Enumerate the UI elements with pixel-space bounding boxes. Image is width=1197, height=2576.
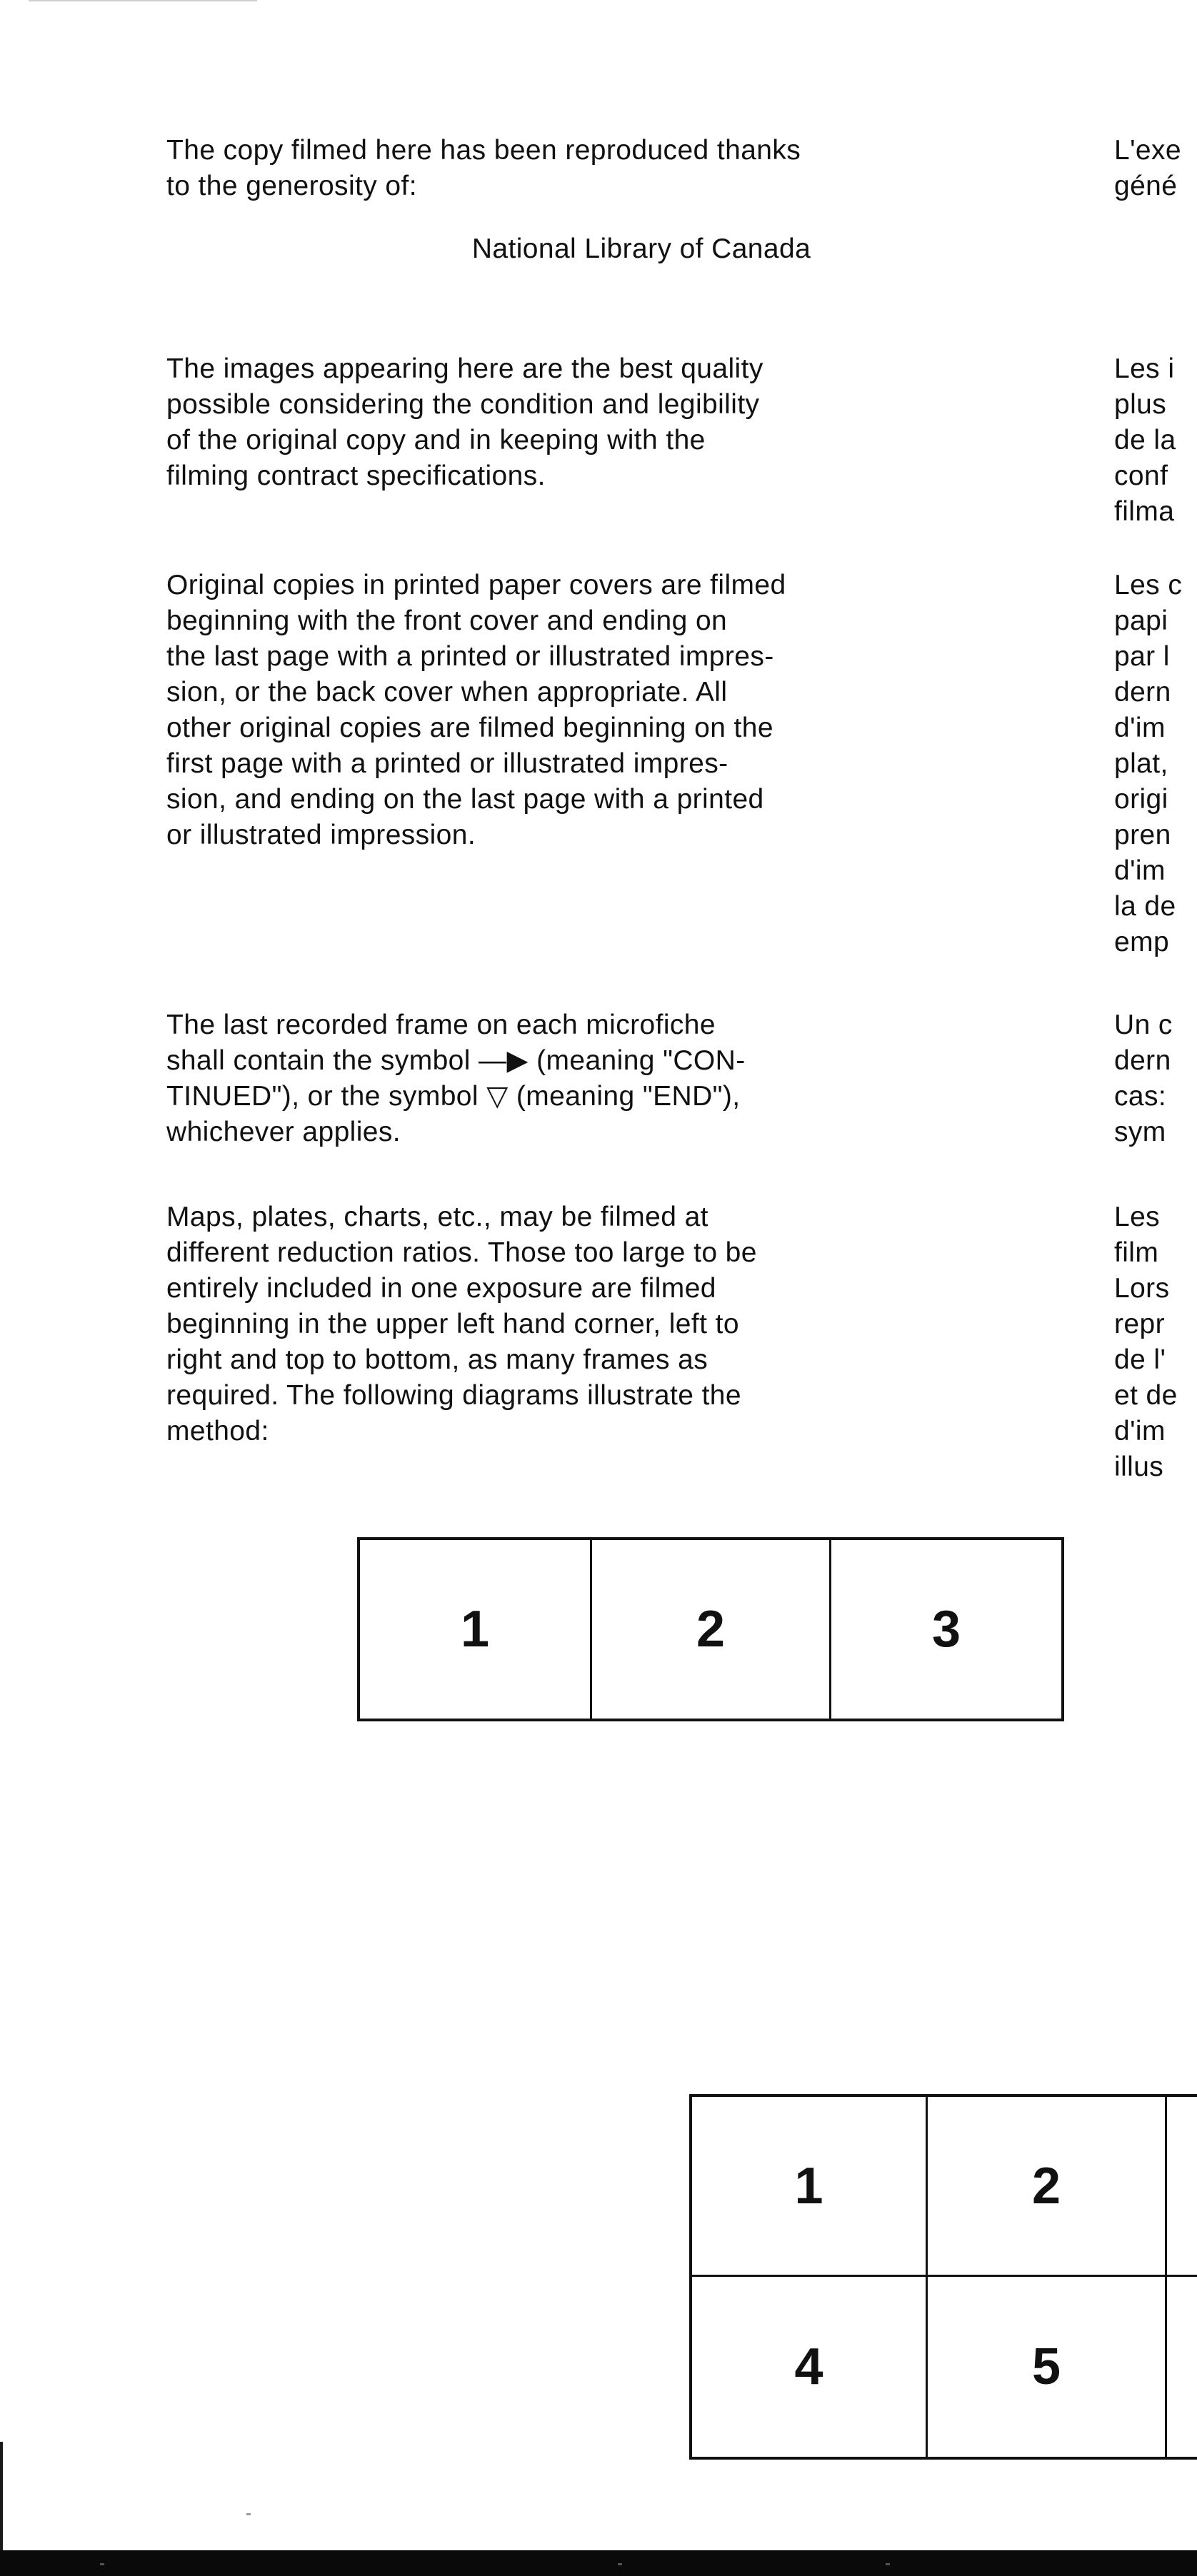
intro-paragraph: The copy filmed here has been reproduced thanks to the generosity of: xyxy=(166,135,801,201)
frame-cell xyxy=(1167,2277,1197,2457)
film-speck xyxy=(100,2563,104,2565)
institution-name: National Library of Canada xyxy=(471,233,811,264)
film-bottom-band xyxy=(0,2550,1197,2576)
frame-cell: 5 xyxy=(928,2277,1167,2457)
quality-paragraph: The images appearing here are the best quality possible considering the condition and legibility of the original copy and in keeping with the filming contract specifications. xyxy=(166,353,763,491)
frame-cell xyxy=(1167,2097,1197,2277)
frame-cell: 2 xyxy=(928,2097,1167,2277)
french-quality: Les i plus de la conf filma xyxy=(1114,353,1176,527)
film-speck xyxy=(618,2563,622,2565)
french-column xyxy=(1114,133,1197,1489)
french-maps: Les film Lors repr de l' et de d'im illus xyxy=(1114,1202,1178,1482)
french-symbols: Un c dern cas: sym xyxy=(1114,1010,1173,1147)
film-speck xyxy=(246,2513,251,2515)
frame-order-diagram-block xyxy=(689,2094,1197,2460)
frame-cell: 2 xyxy=(592,1540,831,1719)
french-intro: L'exe géné xyxy=(1114,135,1182,201)
french-originals: Les c papi par l dern d'im plat, origi pren d'im la de emp xyxy=(1114,570,1183,957)
frame-cell: 3 xyxy=(931,1601,961,1658)
maps-paragraph: Maps, plates, charts, etc., may be filmed at different reduction ratios. Those too large to be entirely included in one exposure are filmed beginning in the upper left hand corner, left to right and top to bottom, as many frames as required. The following diagrams illustrate the method: xyxy=(166,1202,757,1447)
symbols-paragraph: The last recorded frame on each microfiche shall contain the symbol —▶ (meaning "CON- TINUED"), or the symbol ▽ (meaning "END"), whichever applies. xyxy=(166,1010,746,1147)
frame-cell: 1 xyxy=(360,1540,592,1719)
film-speck xyxy=(886,2563,890,2565)
frame-cell: 1 xyxy=(692,2097,928,2277)
frame-cell: 4 xyxy=(692,2277,928,2457)
frame-order-diagram-row xyxy=(357,1537,1064,1721)
top-edge-rule xyxy=(29,0,257,1)
originals-paragraph: Original copies in printed paper covers are filmed beginning with the front cover and ending on the last page with a printed or illustrated impres- sion, or the back cover when appropriate. All other original copies are filmed beginning on the first page with a printed or illustrated impres- sion, and ending on the last page with a printed or illustrated impression. xyxy=(166,570,786,850)
